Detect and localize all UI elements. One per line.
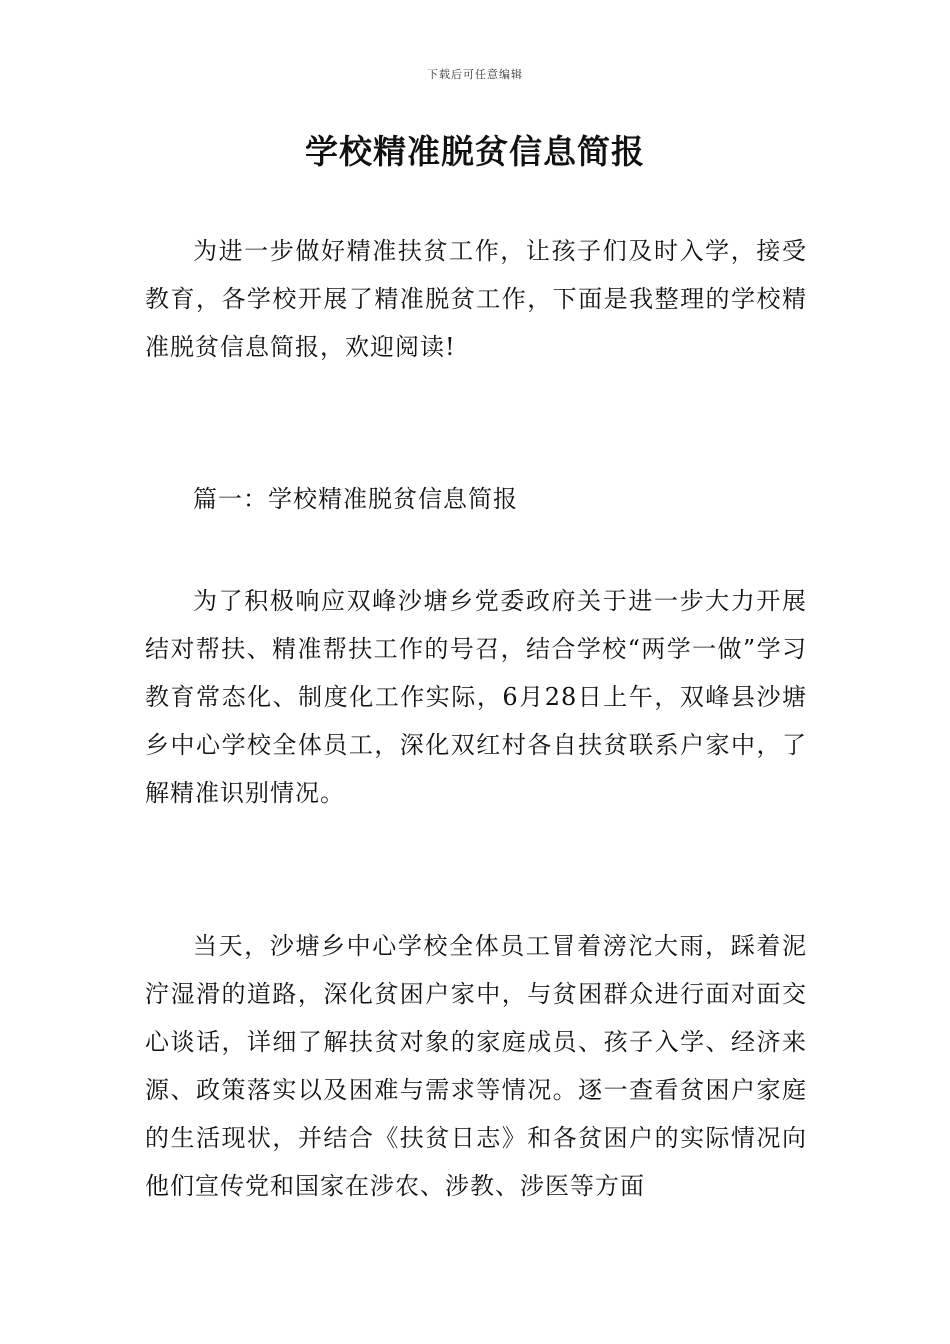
header-note: 下载后可任意编辑 (427, 68, 523, 81)
page-title: 学校精准脱贫信息简报 (305, 132, 645, 171)
body-paragraph-1: 为了积极响应双峰沙塘乡党委政府关于进一步大力开展结对帮扶、精准帮扶工作的号召，结合学校“两学一做”学习教育常态化、制度化工作实际，6月28日上午，双峰县沙塘乡中心学校全体员工，深化双红村各自扶贫联系户家中，了解精准识别情况。 (145, 587, 807, 807)
section-heading: 篇一：学校精准脱贫信息简报 (193, 485, 518, 513)
body-paragraph-2: 当天，沙塘乡中心学校全体员工冒着滂沱大雨，踩着泥泞湿滑的道路，深化贫困户家中，与贫困群众进行面对面交心谈话，详细了解扶贫对象的家庭成员、孩子入学、经济来源、政策落实以及困难与需求等情况。逐一查看贫困户家庭的生活现状，并结合《扶贫日志》和各贫困户的实际情况向他们宣传党和国家在涉农、涉教、涉医等方面 (145, 932, 807, 1200)
intro-paragraph: 为进一步做好精准扶贫工作，让孩子们及时入学，接受教育，各学校开展了精准脱贫工作，下面是我整理的学校精准脱贫信息简报，欢迎阅读! (145, 237, 807, 361)
